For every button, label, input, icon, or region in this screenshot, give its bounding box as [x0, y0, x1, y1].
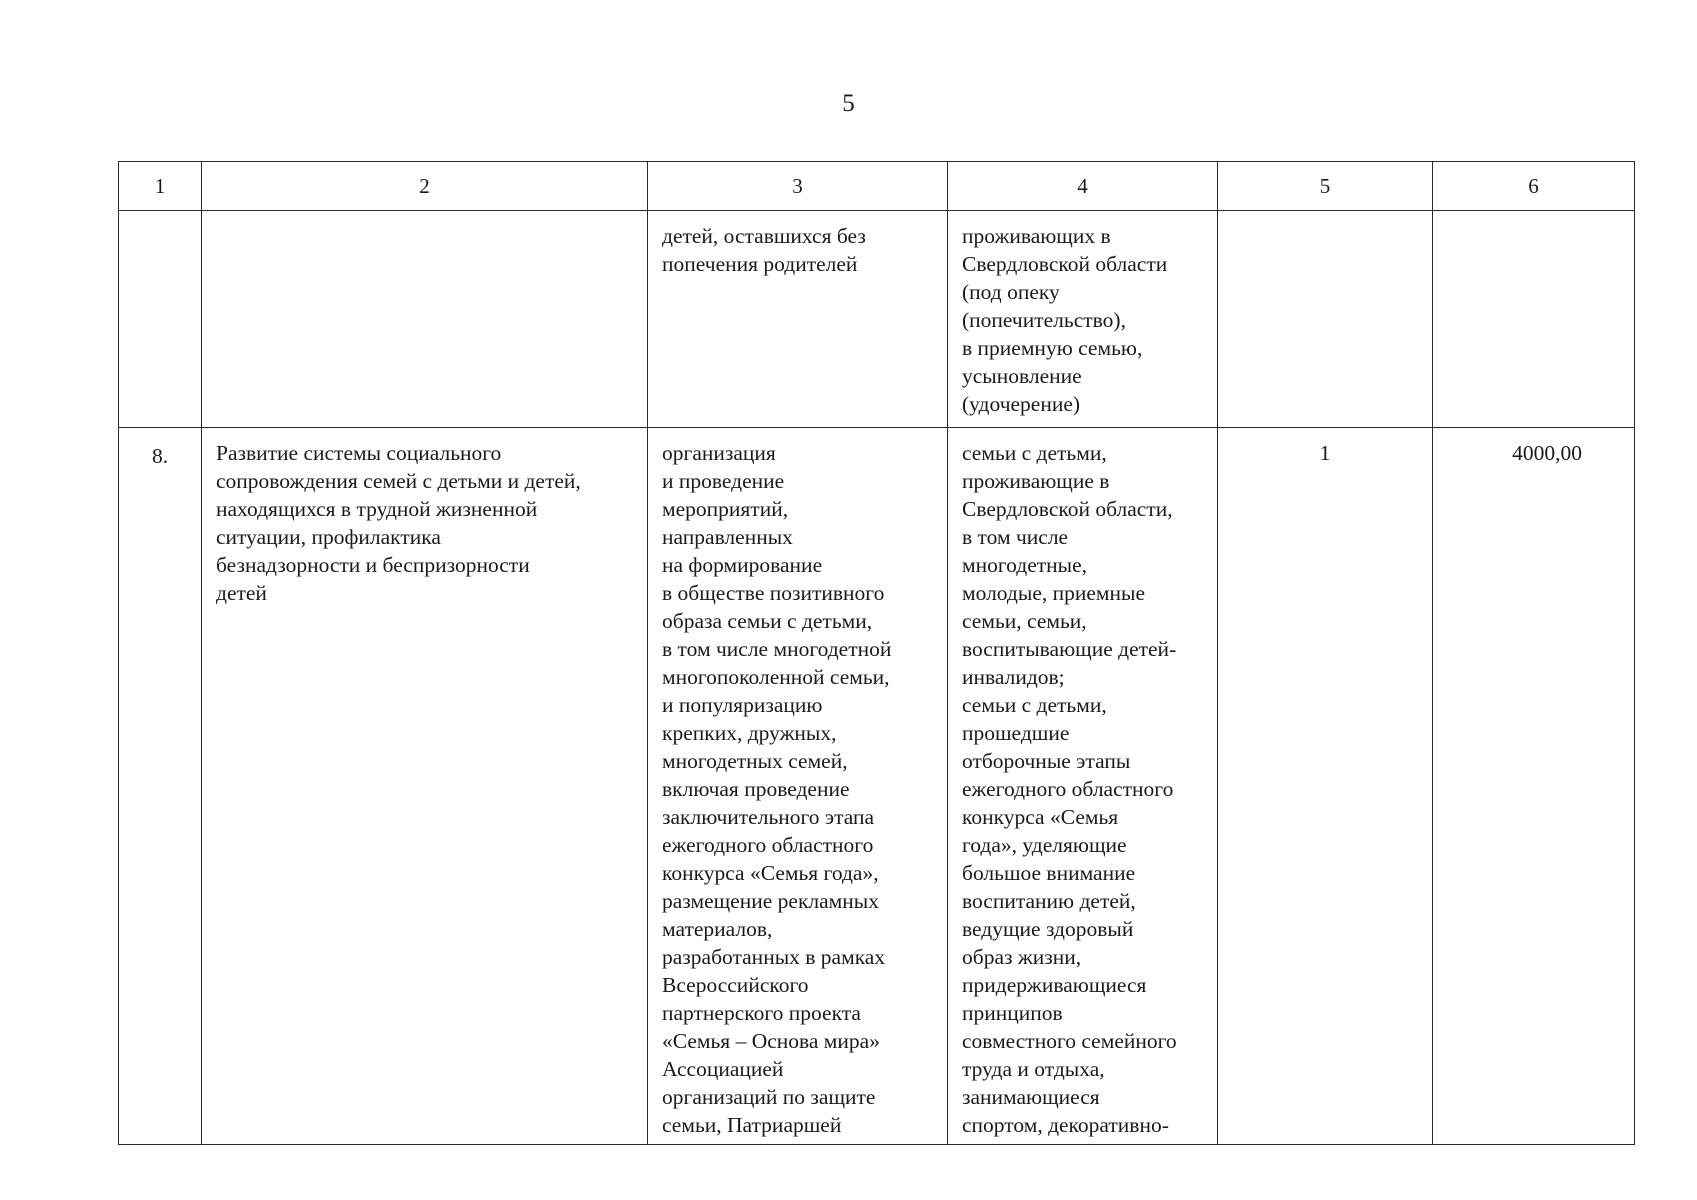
- header-cell-4: 4: [948, 162, 1218, 211]
- continuation-col3: детей, оставшихся без попечения родителей: [648, 211, 948, 428]
- table-row-8: [119, 428, 1635, 1145]
- row8-quantity: 1: [1218, 428, 1433, 1145]
- row8-title: Развитие системы социального сопровождения семей с детьми и детей, находящихся в трудной жизненной ситуации, профилактика безнадзорности и беспризорности детей: [202, 428, 648, 1145]
- continuation-col2: [202, 211, 648, 428]
- page-number: 5: [842, 90, 855, 117]
- continuation-col4: проживающих в Свердловской области (под опеку (попечительство), в приемную семью, усыновление (удочерение): [948, 211, 1218, 428]
- row8-description: организация и проведение мероприятий, направленных на формирование в обществе позитивного образа семьи с детьми, в том числе многодетной многопоколенной семьи, и популяризацию крепких, дружных, многодетных семей, включая проведение заключительного этапа ежегодного областного конкурса «Семья года», размещение рекламных материалов, разработанных в рамках Всероссийского партнерского проекта «Семья – Основа мира» Ассоциацией организаций по защите семьи, Патриаршей: [648, 428, 948, 1145]
- table-row-continuation: [119, 211, 1635, 428]
- header-cell-2: 2: [202, 162, 648, 211]
- header-cell-1: 1: [119, 162, 202, 211]
- row8-amount: 4000,00: [1433, 428, 1635, 1145]
- header-cell-3: 3: [648, 162, 948, 211]
- continuation-col6: [1433, 211, 1635, 428]
- row8-recipients: семьи с детьми, проживающие в Свердловской области, в том числе многодетные, молодые, приемные семьи, семьи, воспитывающие детей- инвалидов; семьи с детьми, прошедшие отборочные этапы ежегодного областного конкурса «Семья года», уделяющие большое внимание воспитанию детей, ведущие здоровый образ жизни, придерживающиеся принципов совместного семейного труда и отдыха, занимающиеся спортом, декоративно-: [948, 428, 1218, 1145]
- row8-number: 8.: [119, 428, 202, 1145]
- continuation-col1: [119, 211, 202, 428]
- header-cell-5: 5: [1218, 162, 1433, 211]
- continuation-col5: [1218, 211, 1433, 428]
- data-table: [118, 161, 1635, 1145]
- header-cell-6: 6: [1433, 162, 1635, 211]
- table-header-row: [119, 162, 1635, 211]
